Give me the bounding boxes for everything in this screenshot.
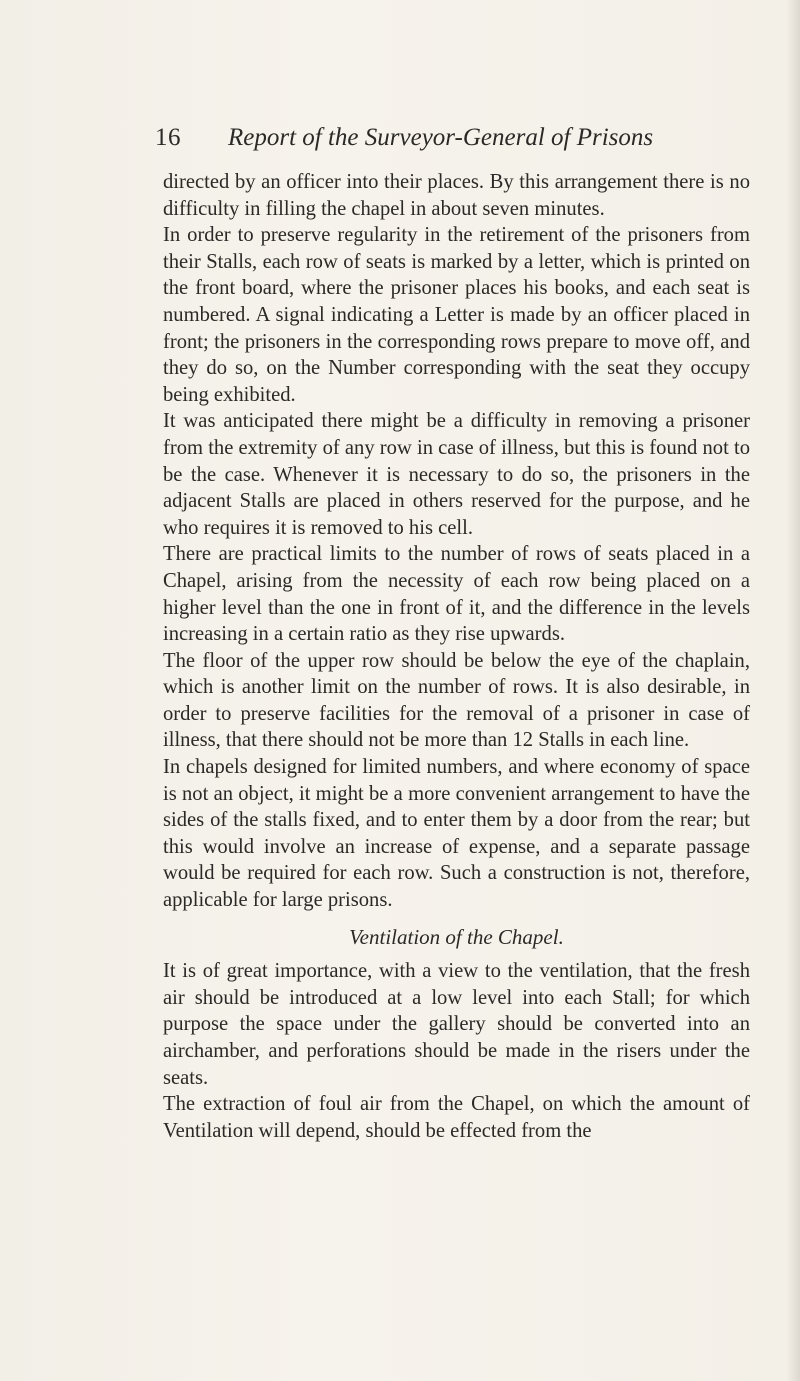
paragraph: The extraction of foul air from the Chapel, on which the amount of Ventilation will depend, should be effected from the	[163, 1093, 750, 1142]
paragraph: It is of great importance, with a view to the ventilation, that the fresh air should be introduced at a low level into each Stall; for which purpose the space under the gallery should be converted into an airchamber, and perforations should be made in the risers under the seats.	[163, 960, 750, 1089]
running-title: Report of the Surveyor-General of Prisons	[228, 124, 654, 151]
page-number: 16	[155, 124, 181, 151]
paragraph: directed by an officer into their places. By this arrangement there is no difficulty in filling the chapel in about seven minutes.	[163, 171, 750, 220]
page-header	[155, 124, 715, 160]
page-edge-shadow	[786, 0, 800, 1381]
body-text	[163, 169, 750, 1144]
paragraph: In chapels designed for limited numbers, and where economy of space is not an object, it might be a more convenient arrangement to have the sides of the stalls fixed, and to enter them by a door from the rear; but this would involve an increase of expense, and a separate passage would be required for each row. Such a construction is not, therefore, applicable for large prisons.	[163, 756, 750, 912]
paragraph: In order to preserve regularity in the retirement of the prisoners from their Stalls, each row of seats is marked by a letter, which is printed on the front board, where the prisoner places his books, and each seat is numbered. A signal indicating a Letter is made by an officer placed in front; the prisoners in the corresponding rows prepare to move off, and they do so, on the Number corresponding with the seat they occupy being exhibited.	[163, 224, 750, 406]
paragraph: It was anticipated there might be a difficulty in removing a prisoner from the extremity of any row in case of illness, but this is found not to be the case. Whenever it is necessary to do so, the prisoners in the adjacent Stalls are placed in others reserved for the purpose, and he who requires it is removed to his cell.	[163, 410, 750, 539]
paragraph: There are practical limits to the number of rows of seats placed in a Chapel, arising from the necessity of each row being placed on a higher level than the one in front of it, and the difference in the levels increasing in a certain ratio as they rise upwards.	[163, 543, 750, 646]
section-heading: Ventilation of the Chapel.	[349, 924, 564, 949]
paragraph: The floor of the upper row should be below the eye of the chaplain, which is another limit on the number of rows. It is also desirable, in order to preserve facilities for the removal of a prisoner in case of illness, that there should not be more than 12 Stalls in each line.	[163, 649, 750, 752]
